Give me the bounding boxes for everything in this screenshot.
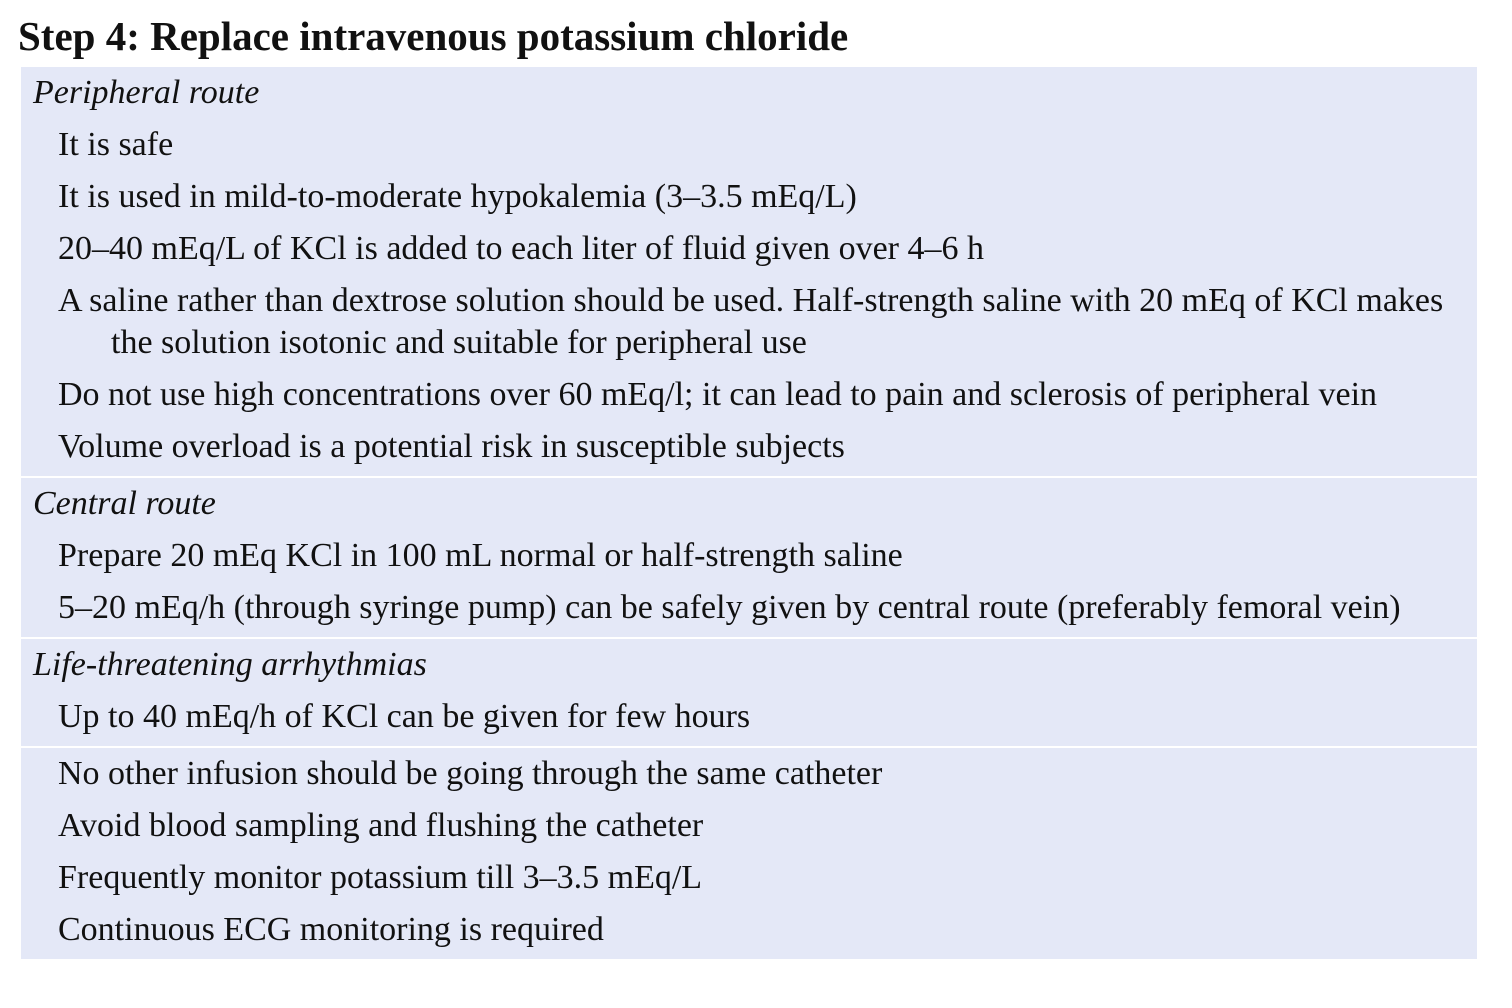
- section-precautions: [21, 748, 1477, 959]
- list-item: 20–40 mEq/L of KCl is added to each liter of fluid given over 4–6 h: [58, 230, 984, 267]
- list-item: Avoid blood sampling and flushing the catheter: [58, 807, 704, 844]
- section-life-threatening-arrhythmias: [21, 639, 1477, 748]
- page-title: Step 4: Replace intravenous potassium chloride: [18, 13, 849, 59]
- section-heading: Peripheral route: [33, 74, 260, 111]
- list-item: It is safe: [58, 126, 174, 163]
- list-item: Do not use high concentrations over 60 mEq/l; it can lead to pain and sclerosis of peripheral vein: [58, 376, 1378, 413]
- section-peripheral-route: [21, 67, 1477, 478]
- list-item: No other infusion should be going through the same catheter: [58, 755, 883, 792]
- list-item: A saline rather than dextrose solution should be used. Half-strength saline with 20 mEq of KCl makes the solution isotonic and suitable for peripheral use: [58, 282, 1444, 361]
- list-item: Frequently monitor potassium till 3–3.5 mEq/L: [58, 859, 703, 896]
- list-item: 5–20 mEq/h (through syringe pump) can be safely given by central route (preferably femoral vein): [58, 589, 1401, 626]
- list-item: Continuous ECG monitoring is required: [58, 911, 604, 948]
- list-item: It is used in mild-to-moderate hypokalemia (3–3.5 mEq/L): [58, 178, 857, 215]
- list-item: Volume overload is a potential risk in susceptible subjects: [58, 428, 845, 465]
- section-heading: Life-threatening arrhythmias: [33, 646, 427, 683]
- section-heading: Central route: [33, 485, 216, 522]
- list-item: Prepare 20 mEq KCl in 100 mL normal or half-strength saline: [58, 537, 903, 574]
- section-central-route: [21, 478, 1477, 639]
- content-table: [21, 67, 1477, 959]
- list-item: Up to 40 mEq/h of KCl can be given for few hours: [58, 698, 751, 735]
